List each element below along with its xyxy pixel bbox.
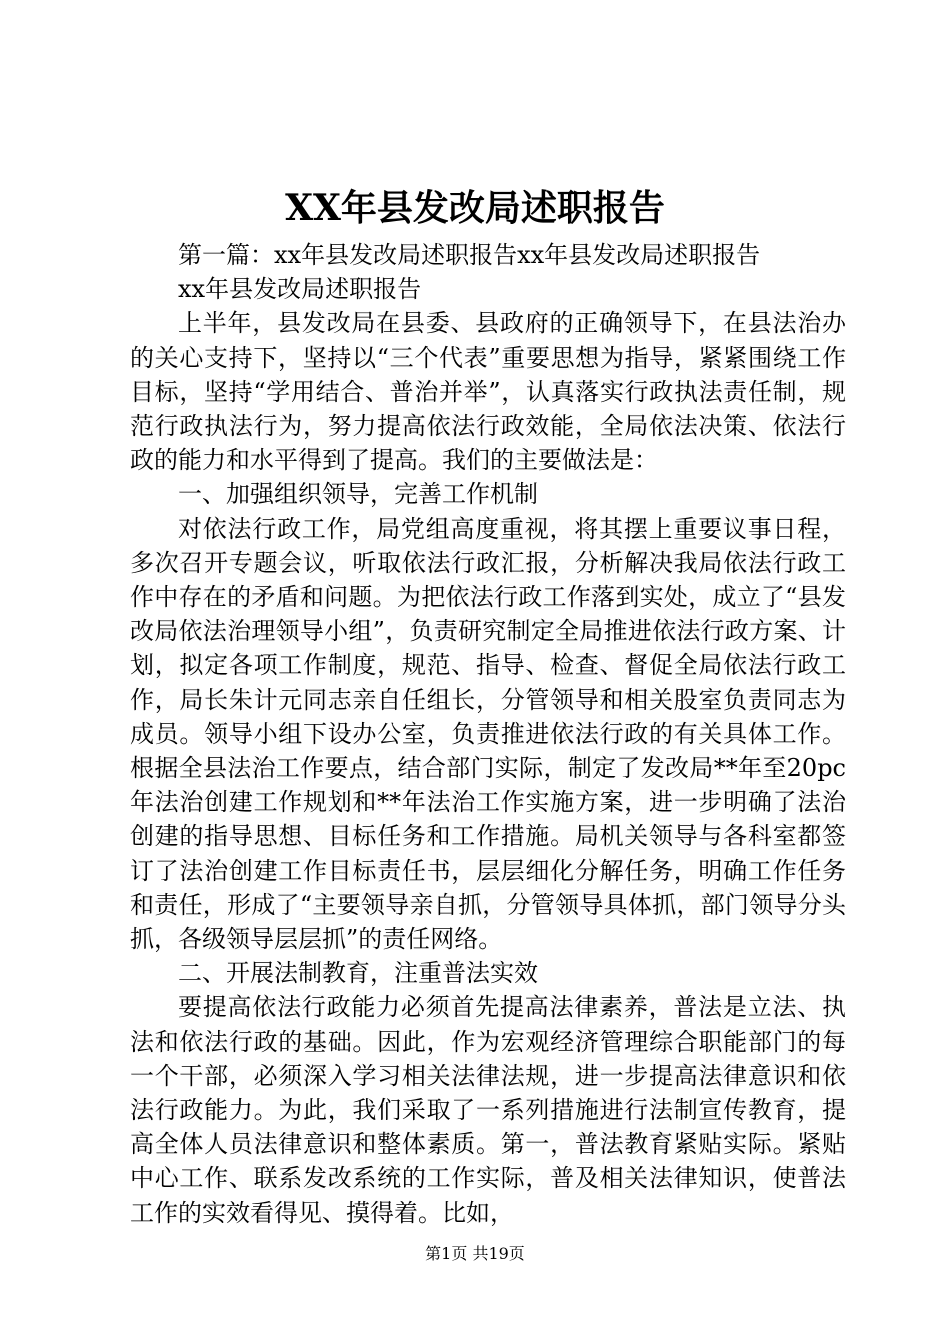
document-body	[130, 238, 846, 1230]
section-heading-2: 二、开展法制教育，注重普法实效	[178, 959, 538, 988]
paragraph-section-2: 要提高依法行政能力必须首先提高法律素养，普法是立法、执法和依法行政的基础。因此，作为宏观经济管理综合职能部门的每一个干部，必须深入学习相关法律法规，进一步提高法律意识和依法行政能力。为此，我们采取了一系列措施进行法制宣传教育，提高全体人员法律意识和整体素质。第一，普法教育紧贴实际。紧贴中心工作、联系发改系统的工作实际，普及相关法律知识，使普法工作的实效看得见、摸得着。比如，	[130, 993, 846, 1227]
document-title: XX年县发改局述职报告	[285, 187, 665, 229]
paragraph-section-1: 对依法行政工作，局党组高度重视，将其摆上重要议事日程，多次召开专题会议，听取依法行政汇报，分析解决我局依法行政工作中存在的矛盾和问题。为把依法行政工作落到实处，成立了“县发改局依法治理领导小组”，负责研究制定全局推进依法行政方案、计划，拟定各项工作制度，规范、指导、检查、督促全局依法行政工作，局长朱计元同志亲自任组长，分管领导和相关股室负责同志为成员。领导小组下设办公室，负责推进依法行政的有关具体工作。根据全县法治工作要点，结合部门实际，制定了发改局**年至20pc年法治创建工作规划和**年法治工作实施方案，进一步明确了法治创建的指导思想、目标任务和工作措施。局机关领导与各科室都签订了法治创建工作目标责任书，层层细化分解任务，明确工作任务和责任，形成了“主要领导亲自抓，分管领导具体抓，部门领导分头抓，各级领导层层抓”的责任网络。	[130, 514, 846, 954]
section-heading-1: 一、加强组织领导，完善工作机制	[178, 480, 538, 509]
paragraph-subtitle: xx年县发改局述职报告	[178, 275, 422, 304]
paragraph-chapter-heading: 第一篇：xx年县发改局述职报告xx年县发改局述职报告	[178, 241, 761, 269]
paragraph-intro: 上半年，县发改局在县委、县政府的正确领导下，在县法治办的关心支持下，坚持以“三个代表”重要思想为指导，紧紧围绕工作目标，坚持“学用结合、普治并举”，认真落实行政执法责任制，规范行政执法行为，努力提高依法行政效能，全局依法决策、依法行政的能力和水平得到了提高。我们的主要做法是：	[130, 309, 846, 475]
page-number-footer: 第1页 共19页	[425, 1244, 525, 1263]
